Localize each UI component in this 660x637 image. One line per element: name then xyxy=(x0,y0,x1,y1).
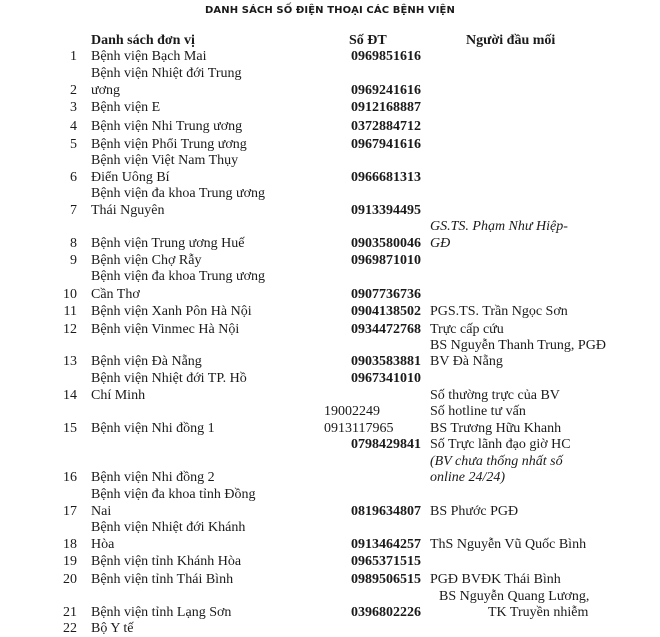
phone-number: 0903580046 xyxy=(351,236,421,251)
contact-person: GS.TS. Phạm Như Hiệp- xyxy=(430,219,568,234)
unit-name: Bệnh viện E xyxy=(91,100,161,115)
row-number: 20 xyxy=(63,572,77,587)
contact-note: (BV chưa thống nhất số xyxy=(430,454,563,469)
row-number: 3 xyxy=(70,100,77,115)
unit-name: Bộ Y tế xyxy=(91,621,134,636)
phone-number: 0913394495 xyxy=(351,203,421,218)
unit-name: Bệnh viện Việt Nam Thụy xyxy=(91,153,239,168)
contact-person: Trực cấp cứu xyxy=(430,322,504,337)
phone-number: 0907736736 xyxy=(351,287,421,302)
unit-name: Bệnh viện Chợ Rẫy xyxy=(91,253,202,268)
row-number: 18 xyxy=(63,537,77,552)
phone-number: 0913117965 xyxy=(324,421,394,436)
row-number: 10 xyxy=(63,287,77,302)
row-number: 16 xyxy=(63,470,77,485)
unit-name: Bệnh viện tỉnh Lạng Sơn xyxy=(91,605,232,620)
row-number: 11 xyxy=(63,304,77,319)
contact-person: Số Trực lãnh đạo giờ HC xyxy=(430,437,571,452)
phone-number: 0989506515 xyxy=(351,572,421,587)
contact-person-cont: BS Nguyễn Thanh Trung, PGĐ xyxy=(430,338,606,353)
contact-person: ThS Nguyễn Vũ Quốc Bình xyxy=(430,537,587,552)
row-number: 1 xyxy=(70,49,77,64)
unit-name: Bệnh viện Vinmec Hà Nội xyxy=(91,322,240,337)
unit-name: Bệnh viện Nhiệt đới Trung xyxy=(91,66,242,81)
unit-name: Bệnh viện Đà Nẵng xyxy=(91,354,202,369)
phone-number: 0913464257 xyxy=(351,537,421,552)
unit-name: Bệnh viện đa khoa Trung ương xyxy=(91,186,266,201)
row-number: 22 xyxy=(63,621,77,636)
unit-name-cont: Cần Thơ xyxy=(91,287,140,302)
contact-person: BS Nguyễn Quang Lương, xyxy=(439,589,590,604)
phone-number: 0965371515 xyxy=(351,554,421,569)
phone-number: 0372884712 xyxy=(351,119,421,134)
row-number: 17 xyxy=(63,504,77,519)
unit-name: Bệnh viện Bạch Mai xyxy=(91,49,207,64)
row-number: 5 xyxy=(70,137,77,152)
contact-person: BS Phước PGĐ xyxy=(430,504,519,519)
phone-number: 0396802226 xyxy=(351,605,421,620)
row-number: 14 xyxy=(63,388,77,403)
row-number: 12 xyxy=(63,322,77,337)
unit-name: Bệnh viện Nhiệt đới Khánh xyxy=(91,520,246,535)
unit-name: Bệnh viện Trung ương Huế xyxy=(91,236,245,251)
column-header-phone: Số ĐT xyxy=(349,33,387,48)
unit-name: Bệnh viện Nhiệt đới TP. Hồ xyxy=(91,371,247,386)
phone-number: 19002249 xyxy=(324,404,380,419)
unit-name: Bệnh viện Phổi Trung ương xyxy=(91,137,247,152)
unit-name-cont: ương xyxy=(91,83,120,98)
row-number: 21 xyxy=(63,605,77,620)
row-number: 2 xyxy=(70,83,77,98)
unit-name: Bệnh viện Nhi Trung ương xyxy=(91,119,243,134)
row-number: 4 xyxy=(70,119,77,134)
unit-name: Bệnh viện Nhi đồng 2 xyxy=(91,470,215,485)
unit-name-cont: Chí Minh xyxy=(91,388,146,403)
phone-number: 0966681313 xyxy=(351,170,421,185)
contact-person-cont: GĐ xyxy=(430,236,451,251)
phone-number: 0967341010 xyxy=(351,371,421,386)
row-number: 8 xyxy=(70,236,77,251)
phone-number: 0904138502 xyxy=(351,304,421,319)
contact-person: Số hotline tư vấn xyxy=(430,404,526,419)
phone-number: 0969241616 xyxy=(351,83,421,98)
phone-number: 0912168887 xyxy=(351,100,421,115)
contact-person: PGĐ BVĐK Thái Bình xyxy=(430,572,561,587)
unit-name-cont: Hòa xyxy=(91,537,115,552)
contact-person: Số thường trực của BV xyxy=(430,388,560,403)
contact-person: BS Trương Hữu Khanh xyxy=(430,421,562,436)
contact-note-cont: online 24/24) xyxy=(430,470,506,485)
unit-name-cont: Thái Nguyên xyxy=(91,203,165,218)
unit-name-cont: Điển Uông Bí xyxy=(91,170,170,185)
row-number: 6 xyxy=(70,170,77,185)
phone-number: 0934472768 xyxy=(351,322,421,337)
contact-person: PGS.TS. Trần Ngọc Sơn xyxy=(430,304,568,319)
unit-name-cont: Nai xyxy=(91,504,112,519)
unit-name: Bệnh viện tỉnh Thái Bình xyxy=(91,572,234,587)
contact-person-cont: TK Truyền nhiễm xyxy=(488,605,589,620)
row-number: 19 xyxy=(63,554,77,569)
unit-name: Bệnh viện Nhi đồng 1 xyxy=(91,421,215,436)
row-number: 13 xyxy=(63,354,77,369)
column-header-contact: Người đầu mối xyxy=(466,33,556,48)
phone-number: 0819634807 xyxy=(351,504,421,519)
unit-name: Bệnh viện đa khoa Trung ương xyxy=(91,269,266,284)
contact-person: BV Đà Nẵng xyxy=(430,354,503,369)
phone-number: 0798429841 xyxy=(351,437,421,452)
unit-name: Bệnh viện tỉnh Khánh Hòa xyxy=(91,554,242,569)
phone-number: 0903583881 xyxy=(351,354,421,369)
unit-name: Bệnh viện đa khoa tỉnh Đồng xyxy=(91,487,256,502)
row-number: 7 xyxy=(70,203,77,218)
column-header-unit: Danh sách đơn vị xyxy=(91,33,195,48)
phone-number: 0967941616 xyxy=(351,137,421,152)
document-title: DANH SÁCH SỐ ĐIỆN THOẠI CÁC BỆNH VIỆN xyxy=(205,5,455,16)
row-number: 9 xyxy=(70,253,77,268)
row-number: 15 xyxy=(63,421,77,436)
unit-name: Bệnh viện Xanh Pôn Hà Nội xyxy=(91,304,252,319)
phone-number: 0969851616 xyxy=(351,49,421,64)
phone-number: 0969871010 xyxy=(351,253,421,268)
